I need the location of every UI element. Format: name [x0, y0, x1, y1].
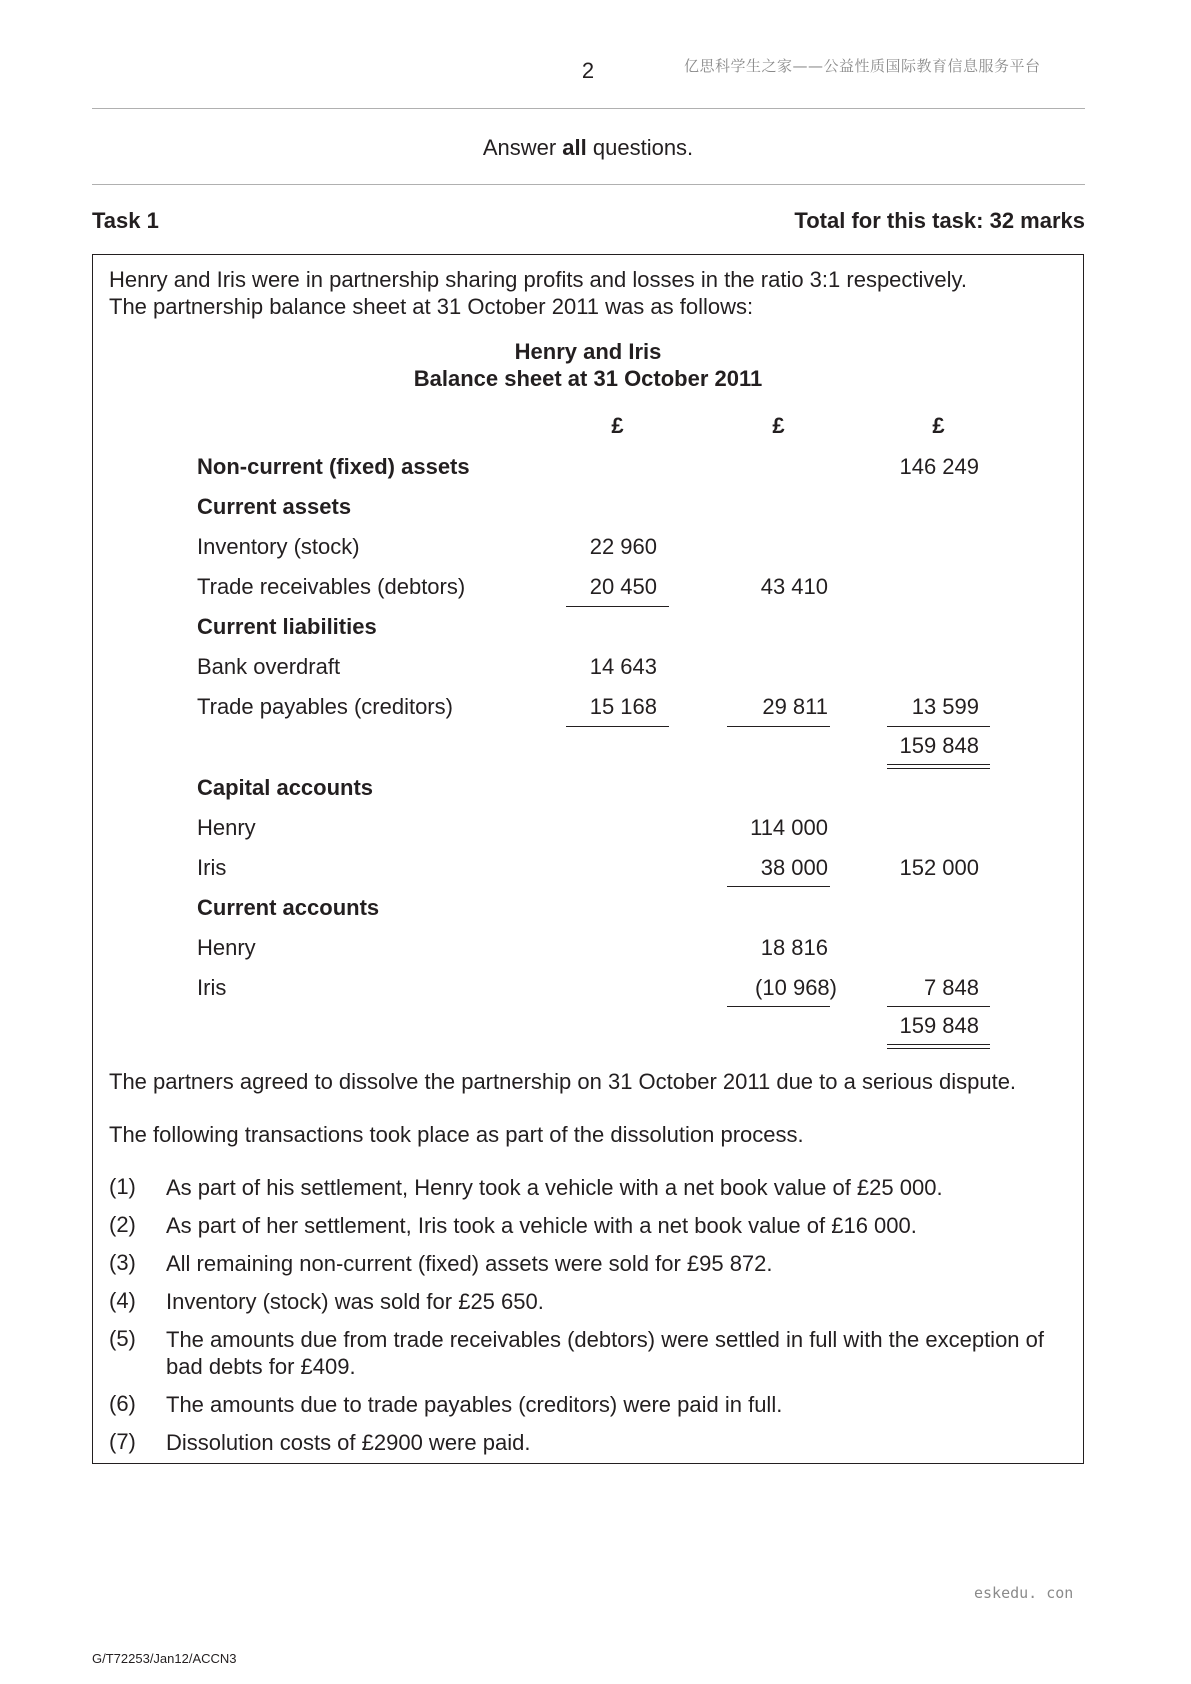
instruction — [0, 135, 1176, 161]
list-item-number: (5) — [109, 1326, 136, 1351]
divider-top — [92, 108, 1085, 109]
row-value-col2: 18 816 — [760, 935, 828, 960]
total-capital: 159 848 — [899, 1013, 979, 1038]
row-value-col1: 15 168 — [589, 694, 657, 719]
row-label: Henry — [197, 935, 256, 960]
col-header-2: £ — [772, 413, 785, 438]
subtotal-underline — [727, 726, 830, 727]
col-header-1: £ — [611, 413, 624, 438]
total-net-assets: 159 848 — [899, 733, 979, 758]
row-label: Non-current (fixed) assets — [197, 454, 470, 479]
subtotal-underline — [887, 726, 990, 727]
list-item-number: (2) — [109, 1212, 136, 1237]
intro-line-2: The partnership balance sheet at 31 October 2011 was as follows: — [109, 294, 754, 319]
list-item-number: (4) — [109, 1288, 136, 1313]
intro-line-1: Henry and Iris were in partnership sharing profits and losses in the ratio 3:1 respectively. — [109, 267, 968, 292]
instruction-emphasis: all — [562, 135, 587, 160]
row-value-col1: 22 960 — [589, 534, 657, 559]
instruction-before: Answer — [482, 135, 563, 160]
list-item-text: As part of his settlement, Henry took a vehicle with a net book value of £25 000. — [166, 1175, 943, 1200]
dissolution-paragraph-1: The partners agreed to dissolve the partnership on 31 October 2011 due to a serious dispute. — [109, 1069, 1017, 1094]
list-item-number: (1) — [109, 1174, 136, 1199]
col-header-3: £ — [932, 413, 945, 438]
row-label: Inventory (stock) — [197, 534, 360, 559]
total-double-underline — [887, 764, 990, 769]
list-item-number: (7) — [109, 1429, 136, 1454]
row-value-col2: 29 811 — [762, 694, 828, 719]
total-double-underline — [887, 1044, 990, 1049]
row-label: Current assets — [197, 494, 352, 519]
row-label: Current accounts — [197, 895, 380, 920]
list-item-text: All remaining non-current (fixed) assets were sold for £95 872. — [166, 1251, 773, 1276]
task-total-marks: Total for this task: 32 marks — [794, 208, 1085, 233]
instruction-after: questions. — [586, 135, 694, 160]
divider-bottom — [92, 184, 1085, 185]
list-item-text: The amounts due from trade receivables (debtors) were settled in full with the exception of bad debts for £409. — [166, 1327, 1045, 1379]
subtotal-underline — [566, 726, 669, 727]
row-value-col2: (10 968) — [755, 975, 837, 1000]
watermark-text: 亿思科学生之家——公益性质国际教育信息服务平台 — [684, 57, 1041, 75]
list-item-number: (3) — [109, 1250, 136, 1275]
row-label: Bank overdraft — [197, 654, 341, 679]
list-item-number: (6) — [109, 1391, 136, 1416]
subtotal-underline — [887, 1006, 990, 1007]
row-label: Iris — [197, 975, 227, 1000]
page-number: 2 — [581, 58, 595, 83]
dissolution-paragraph-2: The following transactions took place as part of the dissolution process. — [109, 1122, 804, 1147]
row-value-col1: 20 450 — [589, 574, 657, 599]
row-value-col2: 114 000 — [750, 815, 828, 840]
row-label: Capital accounts — [197, 775, 374, 800]
row-label: Current liabilities — [197, 614, 377, 639]
row-label: Trade payables (creditors) — [197, 694, 453, 719]
row-label: Iris — [197, 855, 227, 880]
balance-sheet-title: Henry and Iris — [514, 339, 662, 364]
footer-document-code: G/T72253/Jan12/ACCN3 — [92, 1651, 237, 1666]
row-value-col3: 152 000 — [899, 855, 979, 880]
row-value-col3: 7 848 — [923, 975, 979, 1000]
row-value-col2: 43 410 — [760, 574, 828, 599]
list-item-text: The amounts due to trade payables (creditors) were paid in full. — [166, 1392, 783, 1417]
row-value-col1: 14 643 — [589, 654, 657, 679]
row-label: Henry — [197, 815, 256, 840]
subtotal-underline — [727, 1006, 830, 1007]
task-label: Task 1 — [92, 208, 159, 233]
subtotal-underline — [566, 606, 669, 607]
list-item-text: As part of her settlement, Iris took a vehicle with a net book value of £16 000. — [166, 1213, 917, 1238]
balance-sheet-subtitle: Balance sheet at 31 October 2011 — [413, 366, 763, 391]
list-item-text: Inventory (stock) was sold for £25 650. — [166, 1289, 544, 1314]
list-item-text: Dissolution costs of £2900 were paid. — [166, 1430, 531, 1455]
row-label: Trade receivables (debtors) — [197, 574, 466, 599]
row-value-col3: 13 599 — [911, 694, 979, 719]
row-value-col3: 146 249 — [899, 454, 979, 479]
footer-site-watermark: eskedu. con — [974, 1584, 1074, 1602]
row-value-col2: 38 000 — [760, 855, 828, 880]
subtotal-underline — [727, 886, 830, 887]
